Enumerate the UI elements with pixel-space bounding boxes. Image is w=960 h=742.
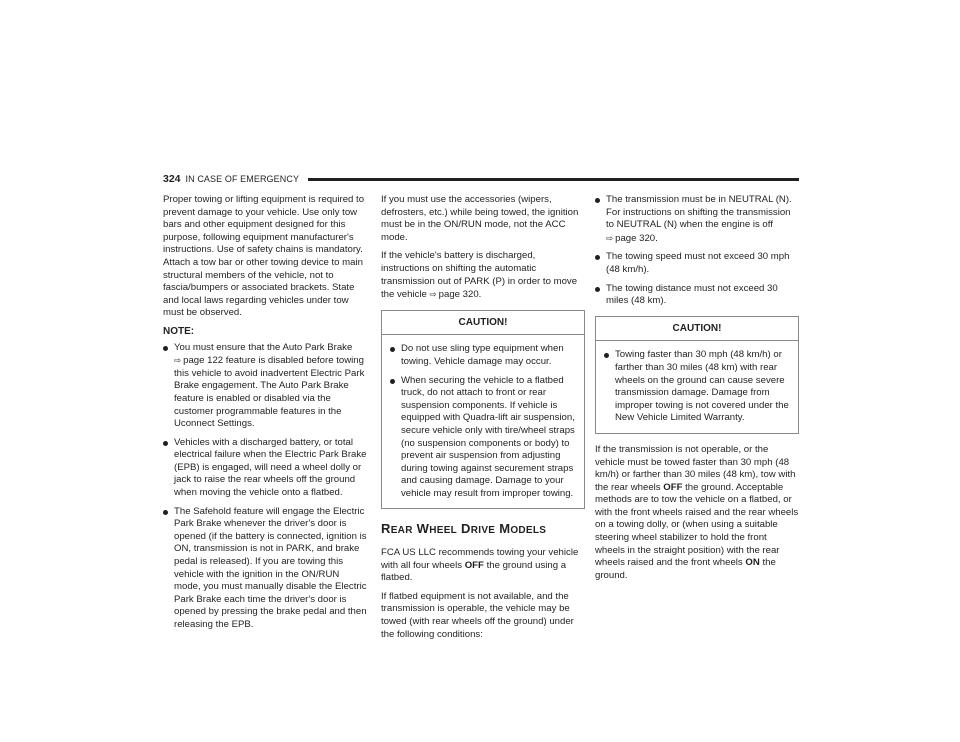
note-item: Vehicles with a discharged battery, or total electrical failure when the Electric Park Brake (EPB) is engaged, will need a wheel dolly or jack to raise the rear wheels off the ground when moving the vehicle onto a flatbed. — [163, 437, 367, 500]
caution-item: Do not use sling type equipment when towing. Vehicle damage may occur. — [390, 343, 576, 368]
flatbed-paragraph: FCA US LLC recommends towing your vehicle with all four wheels OFF the ground using a flatbed. — [381, 547, 579, 584]
intro-paragraph: Proper towing or lifting equipment is required to prevent damage to your vehicle. Use only tow bars and other equipment designed for this purpose, following equipment manufacturer's instructions. Use of safety chains is mandatory. Attach a tow bar or other towing device to main structural members of the vehicle, not to fascia/bumpers or associated brackets. State and local laws regarding vehicles under tow must be observed. — [163, 194, 365, 319]
section-title: IN CASE OF EMERGENCY — [185, 173, 300, 184]
page-number: 324 — [163, 172, 181, 185]
caution-box — [595, 316, 799, 434]
accessories-paragraph: If you must use the accessories (wipers, defrosters, etc.) while being towed, the ignition must be in the ON/RUN mode, not the ACC mode. — [381, 194, 579, 243]
bullet-icon — [595, 287, 600, 292]
note-item: The Safehold feature will engage the Electric Park Brake whenever the driver's door is opened (if the battery is connected, ignition is ON, transmission is not in PARK, and brake pedal is released). If you are towing this vehicle with the ignition in the ON/RUN mode, you must manually disable the Electric Park Brake each time the driver's door is opened by pressing the brake pedal and then releasing the EPB. — [163, 506, 367, 632]
caution-item: Towing faster than 30 mph (48 km/h) or farther than 30 miles (48 km) with rear wheels on the ground can cause severe transmission damage. Damage from improper towing is not covered under the New Vehicle Limited Warranty. — [604, 349, 790, 425]
page-ref-arrow-icon: ⇨ — [429, 289, 437, 300]
page-header — [163, 172, 799, 186]
note-label: NOTE: — [163, 325, 195, 337]
inoperable-paragraph: If the transmission is not operable, or the vehicle must be towed faster than 30 mph (48 km/h) or farther than 30 miles (48 km), tow with the rear wheels OFF the ground. Acceptable methods are to tow the vehicle on a flatbed, or with the front wheels raised and the rear wheels on a towing dolly, or (when using a suitable steering wheel stabilizer to hold the front wheels in the straight position) with the rear wheels raised and the front wheels ON the ground. — [595, 443, 799, 581]
page-ref-link[interactable]: page 122 — [183, 355, 224, 367]
page-ref-arrow-icon: ⇨ — [606, 232, 614, 243]
condition-item: The towing distance must not exceed 30 miles (48 km). — [595, 283, 799, 308]
caution-item: When securing the vehicle to a flatbed truck, do not attach to front or rear suspension components. If vehicle is equipped with Quadra-lift air suspension, secure vehicle only with tire/wheel straps (no suspension components or body) to prevent air suspension from adjusting during towing against securement straps and causing damage. Damage to your vehicle may result from improper towing. — [390, 375, 576, 501]
condition-item: The transmission must be in NEUTRAL (N). For instructions on shifting the transmission to NEUTRAL (N) when the engine is off ⇨ page 320. — [595, 194, 799, 245]
column-middle — [381, 194, 585, 647]
conditions-list — [595, 194, 799, 308]
bullet-icon — [390, 379, 395, 384]
caution-list — [390, 343, 576, 500]
note-list — [163, 342, 367, 632]
caution-list — [604, 349, 790, 425]
page-ref-link[interactable]: page 320. — [615, 232, 658, 244]
bullet-icon — [163, 441, 168, 446]
column-right — [595, 194, 799, 588]
bullet-icon — [390, 347, 395, 352]
bullet-icon — [595, 198, 600, 203]
bullet-icon — [163, 510, 168, 515]
header-rule — [308, 178, 799, 181]
section-heading: REAR WHEEL DRIVE MODELS — [381, 521, 547, 537]
conditions-paragraph: If flatbed equipment is not available, and the transmission is operable, the vehicle may be towed (with rear wheels off the ground) under the following conditions: — [381, 590, 574, 640]
bullet-icon — [595, 255, 600, 260]
bullet-icon — [604, 353, 609, 358]
caution-title: CAUTION! — [382, 311, 584, 336]
caution-title: CAUTION! — [596, 317, 798, 342]
battery-paragraph: If the vehicle's battery is discharged, instructions on shifting the automatic transmission out of PARK (P) in order to move the vehicle ⇨ page 320. — [381, 250, 578, 301]
bullet-icon — [163, 346, 168, 351]
column-left — [163, 194, 367, 638]
condition-item: The towing speed must not exceed 30 mph (48 km/h). — [595, 251, 799, 276]
caution-box — [381, 310, 585, 510]
note-item: You must ensure that the Auto Park Brake ⇨ page 122 feature is disabled before towing this vehicle to avoid inadvertent Electric Park Brake engagement. The Auto Park Brake feature is enabled or disabled via the customer programmable features in the Uconnect Settings. — [163, 342, 367, 431]
page-ref-arrow-icon: ⇨ — [174, 355, 182, 366]
page-ref-link[interactable]: page 320. — [438, 289, 482, 301]
